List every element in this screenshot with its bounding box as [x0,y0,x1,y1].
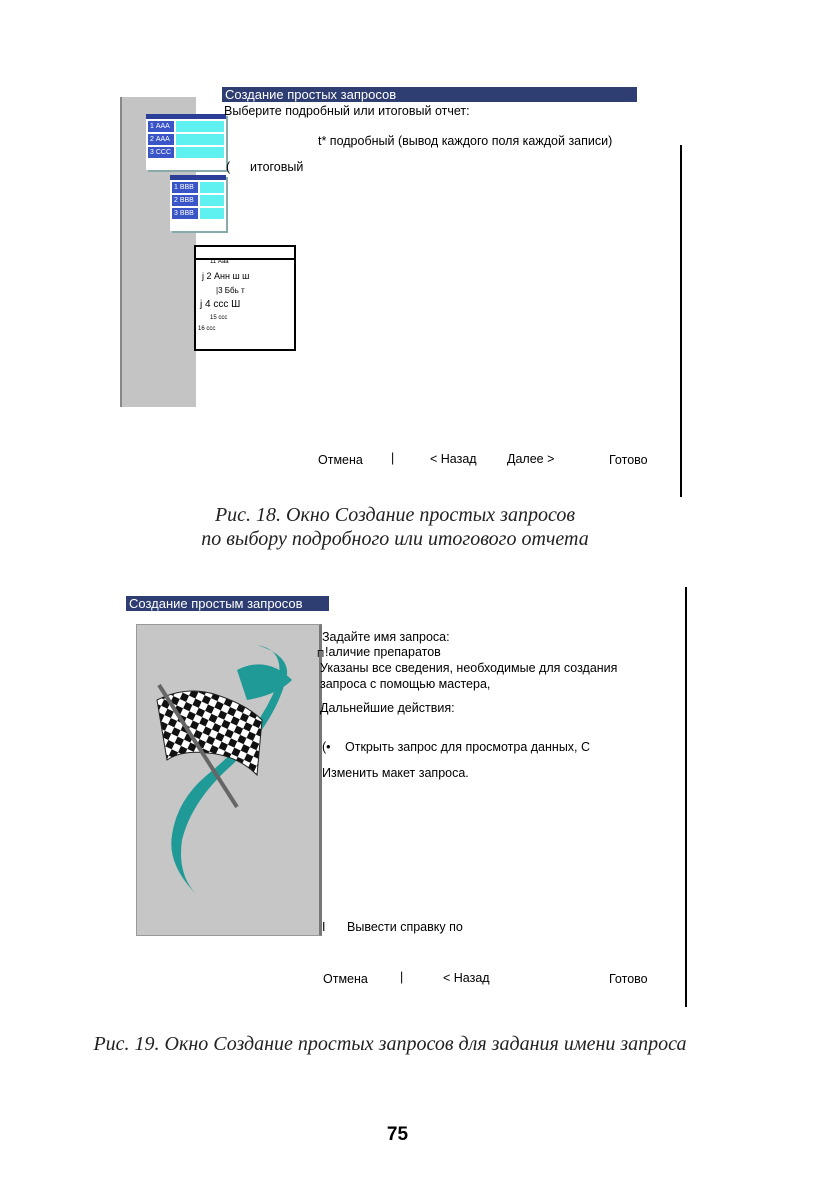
sample-table-1 [146,114,226,170]
report-line-3: |3 Ббь т [216,286,245,295]
finish-flag-icon [137,625,319,935]
finish-flag-panel [136,624,325,936]
table1-row-2: 2 ААА [148,134,174,145]
fig18-next-button[interactable]: Далее > [507,452,555,466]
fig19-cancel-button[interactable]: Отмена [323,972,368,986]
sample-table-2 [170,175,226,231]
fig19-finish-button[interactable]: Готово [609,972,648,986]
fig18-button-separator: | [391,451,395,465]
page-number: 75 [386,1124,409,1145]
option-open-radio-mark[interactable]: (• [322,740,331,754]
table1-row-3: 3 ССС [148,147,174,158]
option-modify-label[interactable]: Изменить макет запроса. [322,766,469,780]
report-line-6: 16 ссс [198,326,216,332]
fig19-back-button[interactable]: < Назад [443,971,490,985]
fig18-cancel-button[interactable]: Отмена [318,453,363,467]
report-line-5: 15 ссс [210,315,228,321]
info-text-line-2: запроса с помощью мастера, [320,677,491,691]
query-name-input[interactable]: !аличие препаратов [325,645,441,659]
name-prompt-label: Задайте имя запроса: [322,630,450,644]
help-checkbox-label[interactable]: Вывести справку по [347,920,463,934]
fig19-button-separator: | [400,970,404,984]
name-input-cursor: П [317,649,325,660]
table2-row-3: 3 ВВВ [172,208,198,219]
fig18-right-border [680,145,682,497]
report-line-1: 11 Ааа [210,259,229,265]
fig18-back-button[interactable]: < Назад [430,452,477,466]
wizard-image-panel-edge [120,97,122,407]
info-text-line-1: Указаны все сведения, необходимые для создания [320,661,618,675]
option-summary-radio-mark[interactable]: ( [226,160,231,174]
fig18-prompt: Выберите подробный или итоговый отчет: [224,104,470,118]
table2-row-2: 2 ВВВ [172,195,198,206]
option-summary-label[interactable]: итоговый [250,160,304,174]
report-preview [194,245,296,351]
fig18-finish-button[interactable]: Готово [609,453,648,467]
fig18-caption-line-2: по выбору подробного или итогового отчета [201,528,589,550]
fig18-caption-line-1: Рис. 18. Окно Создание простых запросов [214,504,576,526]
fig19-caption: Рис. 19. Окно Создание простых запросов для задания имени запроса [93,1033,687,1055]
fig19-window-title: Создание простым запросов [126,596,329,611]
report-line-4: j 4 ссс Ш [200,299,241,310]
table1-row-1: 1 ААА [148,121,174,132]
fig18-window-title: Создание простых запросов [222,87,637,102]
help-checkbox-mark[interactable]: I [322,920,326,934]
option-detailed-radio[interactable]: t* подробный (вывод каждого поля каждой записи) [318,134,613,148]
next-actions-label: Дальнейшие действия: [320,701,455,715]
fig19-right-border [685,587,687,1007]
report-line-2: j 2 Анн ш ш [202,271,250,281]
option-open-label[interactable]: Открыть запрос для просмотра данных, С [345,740,591,754]
table2-row-1: 1 ВВВ [172,182,198,193]
